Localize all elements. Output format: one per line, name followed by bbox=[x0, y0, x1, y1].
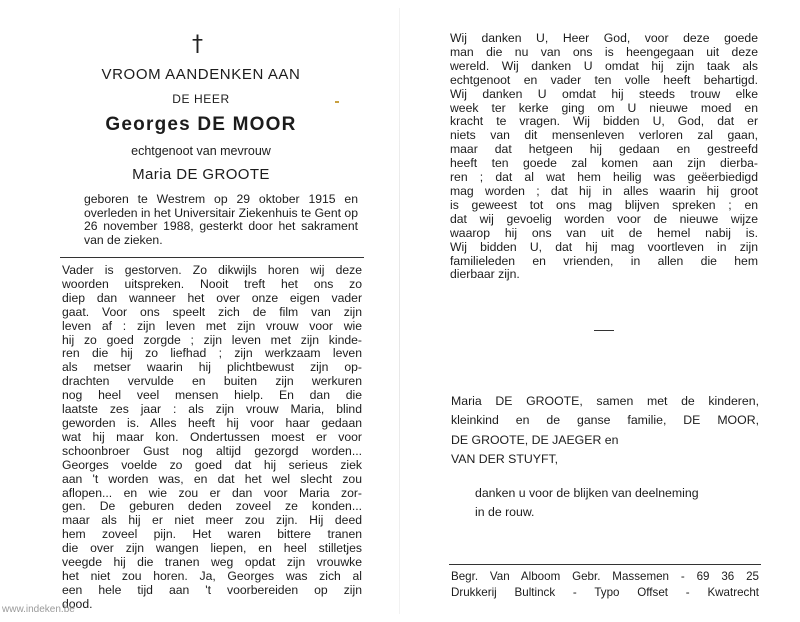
memorial-line: leven af : zijn leven met zijn vrouw voor wie bbox=[62, 318, 362, 333]
deceased-name: Georges DE MOOR bbox=[105, 114, 297, 135]
memorial-line: maar als hij er niet meer zou zijn. Hij deed bbox=[62, 513, 362, 528]
heading-memory: VROOM AANDENKEN AAN bbox=[101, 66, 301, 83]
card-fold bbox=[399, 8, 400, 614]
prayer-line: man die nu van ons is heengegaan uit deze bbox=[450, 44, 758, 59]
prayer-line: is geweest tot ons mag blijven spreken ; en bbox=[450, 197, 758, 212]
memorial-line: het niet zou horen. Ja, Georges was zich al bbox=[62, 568, 362, 583]
center-dash bbox=[594, 330, 614, 331]
memorial-line: die over zijn wangen liepen, en heel stilletjes bbox=[62, 541, 362, 556]
memorial-line: laatste zes jaar : als zijn vrouw Maria, blind bbox=[62, 402, 362, 417]
prayer-line: waarop hij ons van uit de hemel nabij is. bbox=[450, 225, 758, 240]
family-block bbox=[451, 392, 759, 470]
prayer-line: week ter kerke ging om U nieuwe moed en bbox=[450, 100, 758, 115]
spouse-name: Maria DE GROOTE bbox=[132, 166, 270, 183]
print-speck bbox=[335, 101, 339, 103]
memorial-line: hem zoveel pijn. Het waren bittere tranen bbox=[62, 527, 362, 542]
biography: geboren te Westrem op 29 oktober 1915 en overleden in het Universitair Ziekenhuis te Gent op 26 november 1988, gesterkt door het sakrament van de zieken. bbox=[84, 192, 358, 247]
prayer-text bbox=[450, 32, 758, 282]
memorial-text bbox=[62, 264, 362, 612]
thanks-line: danken u voor de blijken van deelneming bbox=[475, 486, 699, 500]
family-line: kleinkind en de ganse familie, DE MOOR, bbox=[451, 413, 759, 428]
prayer-line: niets van dit mensenleven verloren zal gaan, bbox=[450, 128, 758, 143]
prayer-line: familieleden en vrienden, in allen die hem bbox=[450, 253, 758, 268]
memorial-line: Georges voelde zo goed dat hij serieus ziek bbox=[62, 457, 362, 472]
memorial-line: veegde hij die tranen weg opdat zijn vrouwke bbox=[62, 555, 362, 570]
prayer-line: Wij danken U, Heer God, voor deze goede bbox=[450, 31, 758, 45]
prayer-line: heeft ten goede zal komen aan zijn dierba- bbox=[450, 156, 758, 171]
heading-sir: DE HEER bbox=[172, 92, 230, 106]
printer-line: Begr. Van Alboom Gebr. Massemen - 69 36 25 bbox=[451, 570, 759, 583]
memorial-line: woorden uitspreken. Nooit treft het ons zo bbox=[62, 276, 362, 291]
memorial-line: een hele tijd aan 't voorbereiden op zijn bbox=[62, 582, 362, 597]
memorial-line: hij zo goed zorgde ; zijn leven met zijn kinde- bbox=[62, 332, 362, 347]
prayer-line: Wij bidden U, dat hij mag voortleven in zijn bbox=[450, 239, 758, 254]
printer-line: Drukkerij Bultinck - Typo Offset - Kwatrecht bbox=[451, 585, 759, 599]
cross-icon: † bbox=[192, 32, 203, 57]
memorial-line: diep dan wanneer het over onze eigen vader bbox=[62, 290, 362, 305]
watermark: www.indeken.be bbox=[2, 604, 75, 615]
prayer-line: mag worden ; dat hij in alles waarin hij groot bbox=[450, 183, 758, 198]
memorial-line: gen. De geburen deden zoveel ze konden... bbox=[62, 499, 362, 514]
printer-credits bbox=[451, 569, 759, 601]
memorial-line: aan 't worden was, en dat het wel slecht zou bbox=[62, 471, 362, 486]
memorial-line: wat hij maar kon. Ondertussen moest er voor bbox=[62, 429, 362, 444]
divider-left bbox=[60, 257, 364, 258]
divider-right bbox=[449, 564, 761, 565]
thanks-block bbox=[475, 484, 765, 522]
prayer-line: dierbaar zijn. bbox=[450, 267, 520, 282]
memorial-line: gaat. Voor ons speelt zich de film van zijn bbox=[62, 304, 362, 319]
prayer-line: echtgenoot en vader ten volle heeft behartigd. bbox=[450, 72, 758, 87]
memorial-line: dood. bbox=[62, 596, 93, 611]
family-line: Maria DE GROOTE, samen met de kinderen, bbox=[451, 394, 759, 408]
prayer-line: kracht te vragen. Wij bidden U, God, dat er bbox=[450, 114, 758, 129]
spouse-intro: echtgenoot van mevrouw bbox=[131, 144, 271, 158]
memorial-line: nog heel veel mensen hielp. En dan die bbox=[62, 388, 362, 403]
memorial-line: schoonbroer Gust nog altijd gezorgd worden... bbox=[62, 443, 362, 458]
memorial-line: drachten vervulde en buiten zijn werkuren bbox=[62, 374, 362, 389]
prayer-line: maar dat hetgeen hij gedaan en gestreefd bbox=[450, 142, 758, 157]
memorial-line: geworden is. Alles heeft hij voor haar gedaan bbox=[62, 415, 362, 430]
prayer-line: Wij danken U omdat hij steeds trouw elke bbox=[450, 86, 758, 101]
memorial-line: Vader is gestorven. Zo dikwijls horen wij deze bbox=[62, 263, 362, 277]
prayer-line: wereld. Wij danken U omdat hij zijn taak als bbox=[450, 58, 758, 73]
thanks-line: in de rouw. bbox=[475, 505, 535, 519]
memorial-line: ren die hij zo liefhad ; zijn werkzaam leven bbox=[62, 346, 362, 361]
prayer-line: dat wij gevoelig worden voor de nieuwe wijze bbox=[450, 211, 758, 226]
family-line: VAN DER STUYFT, bbox=[451, 452, 559, 467]
prayer-line: ren ; dat al wat hem heilig was geëerbiedigd bbox=[450, 170, 758, 185]
family-line: DE GROOTE, DE JAEGER en bbox=[451, 432, 619, 447]
memorial-line: als metser waarin hij plichtbewust zijn op- bbox=[62, 360, 362, 375]
memorial-line: aflopen... en wie zou er dan voor Maria zor- bbox=[62, 485, 362, 500]
